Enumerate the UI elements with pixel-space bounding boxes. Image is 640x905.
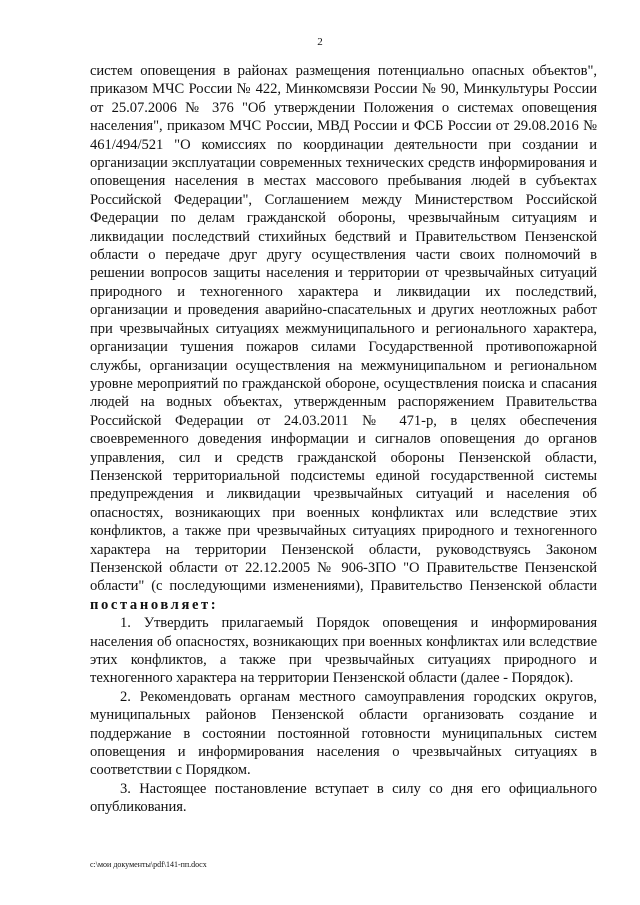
intro-paragraph: [90, 62, 597, 614]
document-body: [90, 62, 597, 817]
decree-item-1: 1. Утвердить прилагаемый Порядок оповещения и информирования населения об опасностях, возникающих при военных конфликтах или вследствие этих конфликтов, а также при чрезвычайных ситуациях природного и техногенного характера на территории Пензенской области (далее - Порядок).: [90, 615, 597, 687]
intro-text: систем оповещения в районах размещения потенциально опасных объектов", приказом МЧС России № 422, Минкомсвязи России № 90, Минкультуры России от 25.07.2006 № 376 "Об утверждении Положения о системах оповещения населения", приказом МЧС России, МВД России и ФСБ России от 29.08.2016 № 461/494/521 "О комиссиях по координации деятельности при создании и организации эксплуатации современных технических средств информирования и оповещения населения в местах массового пребывания людей в субъектах Российской Федерации", Соглашением между Министерством Российской Федерации по делам гражданской обороны, чрезвычайным ситуациям и ликвидации последствий стихийных бедствий и Правительством Пензенской области о передаче друг другу осуществления части своих полномочий в решении вопросов защиты населения и территории от чрезвычайных ситуаций природного и техногенного характера и ликвидации их последствий, организации и проведения аварийно-спасательных и других неотложных работ при чрезвычайных ситуациях межмуниципального и регионального характера, организации тушения пожаров силами Государственной противопожарной службы, организации осуществления на межмуниципальном и региональном уровне мероприятий по гражданской обороне, осуществления поиска и спасания людей на водных объектах, утвержденным распоряжением Правительства Российской Федерации от 24.03.2011 № 471-р, в целях обеспечения своевременного доведения информации и сигналов оповещения до органов управления, сил и средств гражданской обороны Пензенской области, Пензенской территориальной подсистемы единой государственной системы предупреждения и ликвидации чрезвычайных ситуаций и населения об опасностях, возникающих при военных конфликтах или вследствие этих конфликтов, а также при чрезвычайных ситуациях природного и техногенного характера на территории Пензенской области, руководствуясь Законом Пензенской области от 22.12.2005 № 906-ЗПО "О Правительстве Пензенской области" (с последующими изменениями), Правительство Пензенской области: [90, 63, 597, 595]
decree-item-3: 3. Настоящее постановление вступает в силу со дня его официального опубликования.: [90, 780, 597, 816]
file-path-footer: c:\мои документы\pdf\141-пп.docx: [90, 860, 207, 869]
page-number: 2: [317, 36, 323, 48]
decree-word: постановляет:: [90, 596, 219, 613]
decree-item-2: 2. Рекомендовать органам местного самоуправления городских округов, муниципальных районов Пензенской области организовать создание и поддержание в состоянии постоянной готовности муниципальных систем оповещения и информирования населения о чрезвычайных ситуациях в соответствии с Порядком.: [90, 688, 597, 779]
